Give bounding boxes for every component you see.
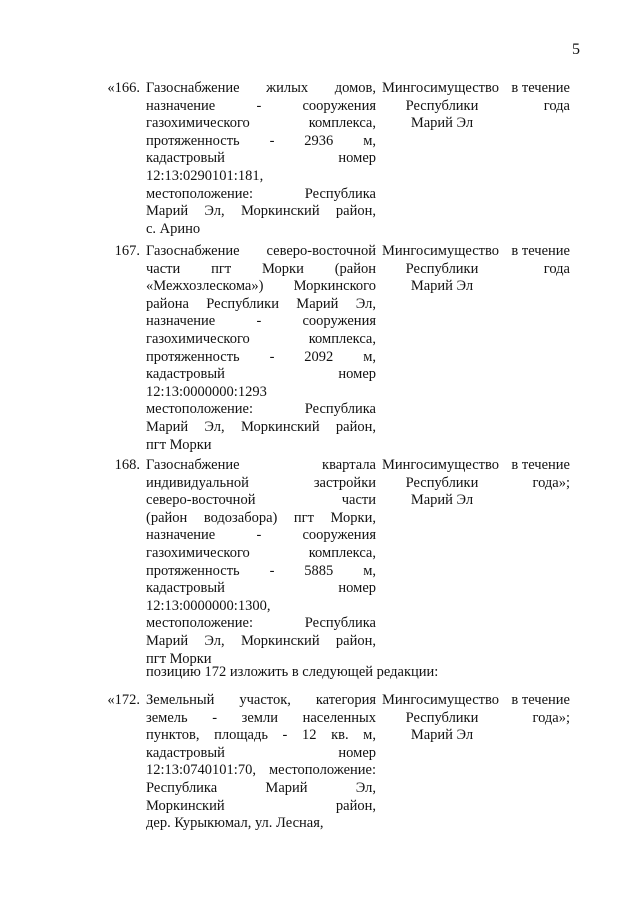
deadline xyxy=(509,692,570,727)
description-line: части пгт Морки (район xyxy=(146,260,376,277)
description-line: пунктов, площадь - 12 кв. м, xyxy=(146,727,376,744)
description-line: местоположение: Республика xyxy=(146,185,376,202)
description-line: назначение - сооружения xyxy=(146,313,376,330)
description-line: индивидуальной застройки xyxy=(146,474,376,491)
description-line: Газоснабжение жилых домов, xyxy=(146,80,376,96)
entry-number: «166. xyxy=(107,80,140,96)
deadline-line: в течение xyxy=(511,692,570,708)
description-line: Марий Эл, Моркинский район, xyxy=(146,418,376,435)
description-line: 12:13:0000000:1300, xyxy=(146,597,271,614)
deadline-line: года xyxy=(543,97,570,114)
entry-number: 168. xyxy=(114,457,140,473)
page-number: 5 xyxy=(572,41,580,58)
organization-line: Республики xyxy=(405,260,479,277)
deadline-line: года»; xyxy=(532,474,570,491)
description-line: 12:13:0740101:70, местоположение: xyxy=(146,762,376,779)
organization-line: Мингосимущество xyxy=(382,457,499,473)
deadline-line: в течение xyxy=(511,243,570,259)
organization-line: Марий Эл xyxy=(410,727,474,744)
deadline-line: года xyxy=(543,260,570,277)
description-line: 12:13:0000000:1293 xyxy=(146,383,267,400)
description-line: назначение - сооружения xyxy=(146,527,376,544)
deadline-line: в течение xyxy=(511,80,570,96)
description-line: назначение - сооружения xyxy=(146,97,376,114)
responsible-organization xyxy=(382,80,502,133)
organization-line: Мингосимущество xyxy=(382,243,499,259)
organization-line: Мингосимущество xyxy=(382,80,499,96)
description-line: пгт Морки xyxy=(146,650,212,667)
organization-line: Марий Эл xyxy=(410,115,474,132)
description-line: протяженность - 2092 м, xyxy=(146,348,376,365)
entry-number: «172. xyxy=(107,692,140,708)
organization-line: Марий Эл xyxy=(410,278,474,295)
description-line: кадастровый номер xyxy=(146,150,376,167)
description-line: пгт Морки xyxy=(146,436,212,453)
description-line: Газоснабжение квартала xyxy=(146,457,376,473)
description-line: Газоснабжение северо-восточной xyxy=(146,243,376,259)
entry-description xyxy=(146,692,376,833)
description-line: дер. Курыкюмал, ул. Лесная, xyxy=(146,815,324,832)
responsible-organization xyxy=(382,457,502,510)
instruction-text: позицию 172 изложить в следующей редакции: xyxy=(146,664,439,680)
organization-line: Мингосимущество xyxy=(382,692,499,708)
description-line: с. Арино xyxy=(146,220,201,237)
responsible-organization xyxy=(382,243,502,296)
entry-number: 167. xyxy=(114,243,140,259)
description-line: Моркинский район, xyxy=(146,797,376,814)
description-line: (район водозабора) пгт Морки, xyxy=(146,509,376,526)
deadline-line: в течение xyxy=(511,457,570,473)
deadline xyxy=(509,243,570,278)
description-line: земель - земли населенных xyxy=(146,709,376,726)
deadline xyxy=(509,457,570,492)
description-line: Республика Марий Эл, xyxy=(146,779,376,796)
responsible-organization xyxy=(382,692,502,745)
description-line: газохимического комплекса, xyxy=(146,544,376,561)
description-line: местоположение: Республика xyxy=(146,615,376,632)
description-line: протяженность - 5885 м, xyxy=(146,562,376,579)
description-line: газохимического комплекса, xyxy=(146,115,376,132)
description-line: 12:13:0290101:181, xyxy=(146,167,264,184)
description-line: местоположение: Республика xyxy=(146,401,376,418)
description-line: газохимического комплекса, xyxy=(146,330,376,347)
description-line: Марий Эл, Моркинский район, xyxy=(146,632,376,649)
organization-line: Республики xyxy=(405,474,479,491)
description-line: района Республики Марий Эл, xyxy=(146,295,376,312)
organization-line: Республики xyxy=(405,97,479,114)
entry-description xyxy=(146,457,376,668)
deadline xyxy=(509,80,570,115)
entry-description xyxy=(146,80,376,238)
deadline-line: года»; xyxy=(532,709,570,726)
entry-description xyxy=(146,243,376,454)
description-line: кадастровый номер xyxy=(146,366,376,383)
description-line: кадастровый номер xyxy=(146,580,376,597)
organization-line: Республики xyxy=(405,709,479,726)
organization-line: Марий Эл xyxy=(410,492,474,509)
description-line: «Межхозлескома») Моркинского xyxy=(146,278,376,295)
description-line: Земельный участок, категория xyxy=(146,692,376,708)
description-line: протяженность - 2936 м, xyxy=(146,132,376,149)
description-line: северо-восточной части xyxy=(146,492,376,509)
description-line: Марий Эл, Моркинский район, xyxy=(146,203,376,220)
description-line: кадастровый номер xyxy=(146,744,376,761)
